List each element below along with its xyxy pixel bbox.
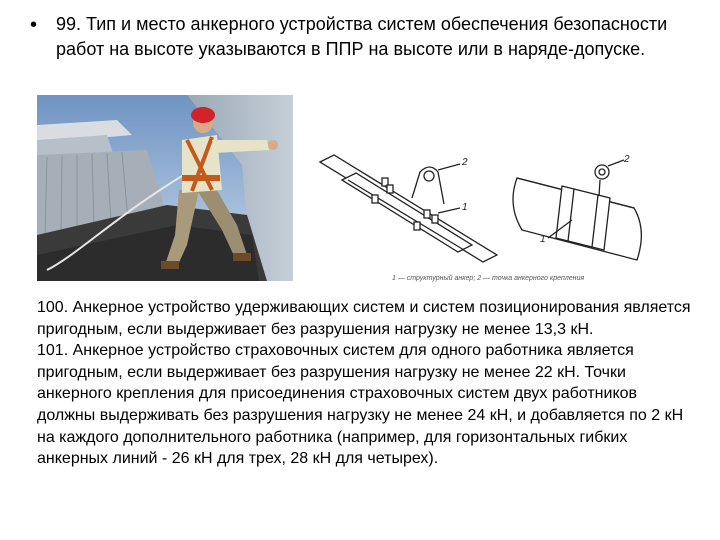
body-text	[37, 297, 697, 470]
diagram-caption: 1 — структурный анкер; 2 — точка анкерного крепления	[392, 275, 585, 282]
bullet-text: 99. Тип и место анкерного устройства систем обеспечения безопасности работ на высоте указываются в ППР на высоте или в наряде-допуске.	[56, 14, 668, 59]
pipe-anchor-drawing	[513, 160, 641, 260]
bullet-symbol: •	[30, 14, 38, 36]
diagram-label-2-right: 2	[624, 154, 630, 165]
anchor-device-diagram	[312, 150, 652, 292]
diagram-label-2-left: 2	[462, 157, 468, 168]
paragraph-100: 100. Анкерное устройство удерживающих систем и систем позиционирования является пригодным, если выдерживает без разрушения нагрузку не менее 13,3 кН.	[37, 299, 691, 338]
bullet-item-99	[30, 12, 700, 62]
diagram-label-1-left: 1	[462, 202, 468, 213]
inclined-anchor-drawing	[320, 155, 497, 262]
diagram-label-1-right: 1	[540, 234, 546, 245]
paragraph-101: 101. Анкерное устройство страховочных систем для одного работника является пригодным, если выдерживает без разрушения нагрузку не менее 22 кН. Точки анкерного крепления для присоединения страховочных систем двух работников должны выдерживать без разрушения нагрузку не менее 24 кН, и добавляется по 2 кН на каждого дополнительного работника (например, для горизонтальных гибких анкерных линий - 26 кН для трех, 28 кН для четырех).	[37, 342, 684, 468]
roof-worker-photo	[37, 95, 293, 281]
